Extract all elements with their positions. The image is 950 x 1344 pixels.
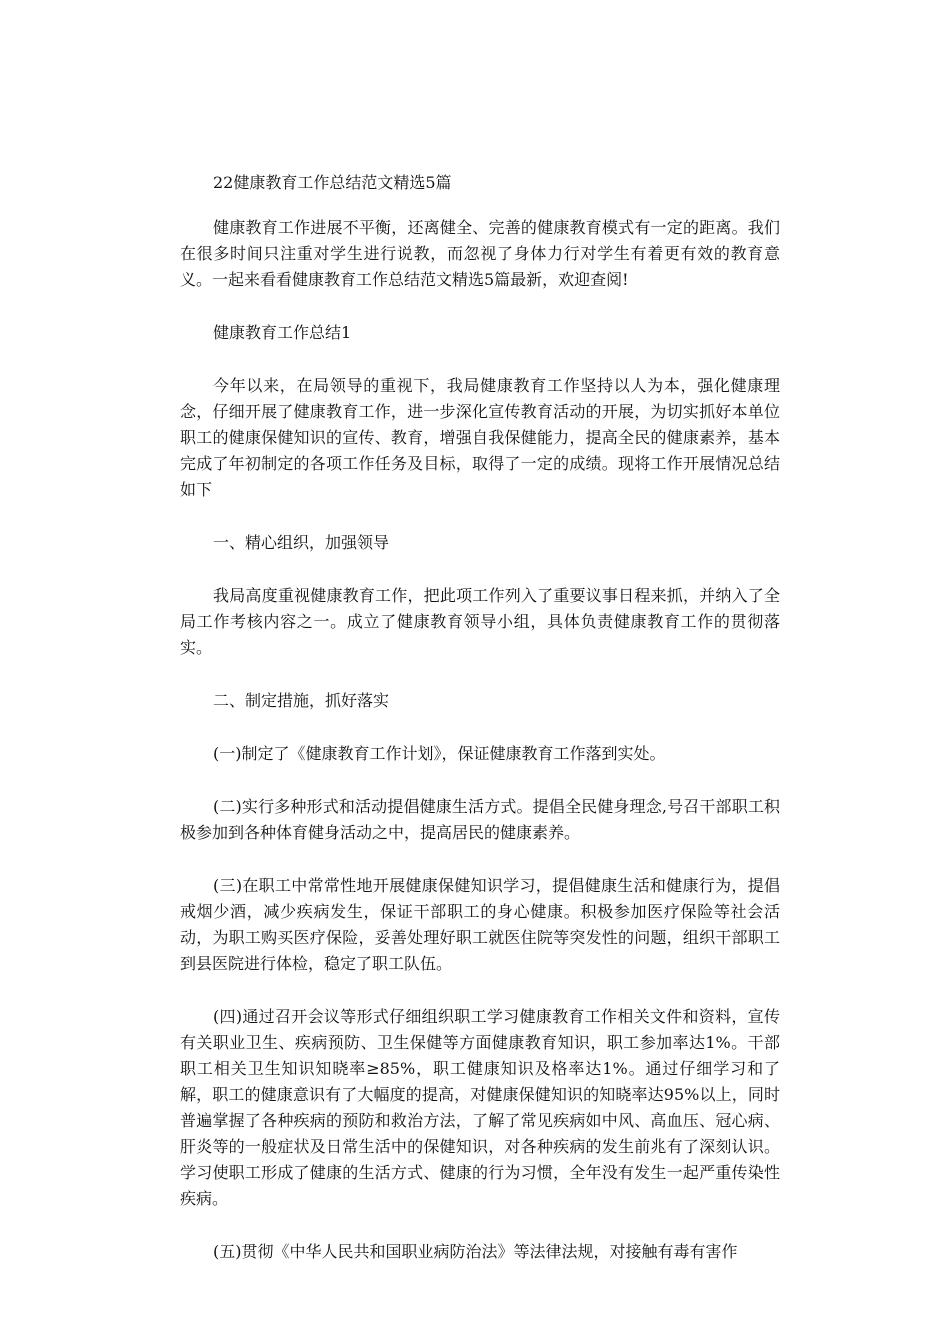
heading-measures: 二、制定措施，抓好落实 <box>213 691 390 710</box>
intro-paragraph: 健康教育工作进展不平衡，还离健全、完善的健康教育模式有一定的距离。我们在很多时间只注重对学生进行说教，而忽视了身体力行对学生有着更有效的教育意义。一起来看看健康教育工作总结范文精选5篇最新，欢迎查阅! <box>180 218 780 289</box>
measure-item-2: (二)实行多种形式和活动提倡健康生活方式。提倡全民健身理念,号召干部职工积极参加到各种体育健身活动之中，提高居民的健康素养。 <box>180 797 780 842</box>
measure-item-1: (一)制定了《健康教育工作计划》，保证健康教育工作落到实处。 <box>213 744 666 763</box>
summary-paragraph: 今年以来，在局领导的重视下，我局健康教育工作坚持以人为本，强化健康理念，仔细开展了健康教育工作，进一步深化宣传教育活动的开展，为切实抓好本单位职工的健康保健知识的宣传、教育，增强自我保健能力，提高全民的健康素养，基本完成了年初制定的各项工作任务及目标，取得了一定的成绩。现将工作开展情况总结如下 <box>180 376 780 499</box>
measure-item-3: (三)在职工中常常性地开展健康保健知识学习，提倡健康生活和健康行为，提倡戒烟少酒，减少疾病发生，保证干部职工的身心健康。积极参加医疗保险等社会活动，为职工购买医疗保险，妥善处理好职工就医住院等突发性的问题，组织干部职工到县医院进行体检，稳定了职工队伍。 <box>180 876 780 973</box>
section-title: 健康教育工作总结1 <box>213 323 352 342</box>
organization-paragraph: 我局高度重视健康教育工作，把此项工作列入了重要议事日程来抓，并纳入了全局工作考核内容之一。成立了健康教育领导小组，具体负责健康教育工作的贯彻落实。 <box>180 586 780 657</box>
measure-item-5: (五)贯彻《中华人民共和国职业病防治法》等法律法规，对接触有毒有害作 <box>213 1242 738 1261</box>
document-title: 22健康教育工作总结范文精选5篇 <box>213 173 452 192</box>
document-page <box>180 170 780 1292</box>
heading-organization: 一、精心组织，加强领导 <box>213 533 390 552</box>
measure-item-4: (四)通过召开会议等形式仔细组织职工学习健康教育工作相关文件和资料，宣传有关职业卫生、疾病预防、卫生保健等方面健康教育知识，职工参加率达1%。干部职工相关卫生知识知晓率≥85%，职工健康知识及格率达1%。通过仔细学习和了解，职工的健康意识有了大幅度的提高，对健康保健知识的知晓率达95%以上，同时普遍掌握了各种疾病的预防和救治方法，了解了常见疾病如中风、高血压、冠心病、肝炎等的一般症状及日常生活中的保健知识，对各种疾病的发生前兆有了深刻认识。学习使职工形成了健康的生活方式、健康的行为习惯，全年没有发生一起严重传染性疾病。 <box>180 1007 780 1208</box>
